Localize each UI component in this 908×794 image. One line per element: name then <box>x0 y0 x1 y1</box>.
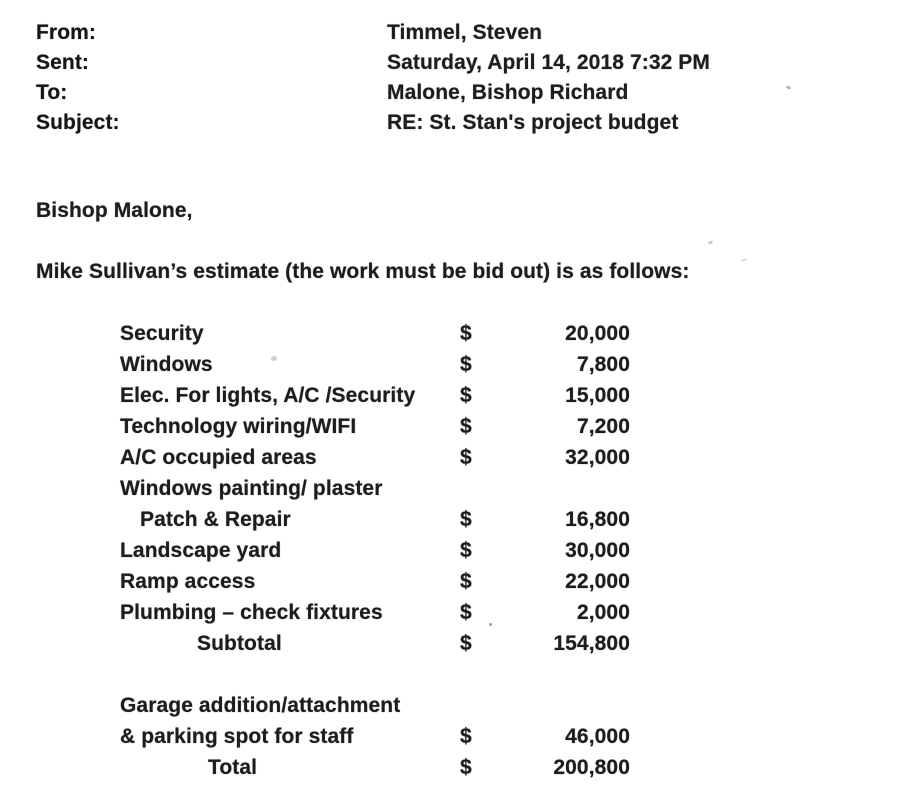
dollar-sign: $ <box>460 725 472 748</box>
item-label: A/C occupied areas <box>120 446 317 469</box>
estimate-table <box>120 318 632 783</box>
estimate-row-plumbing <box>120 597 632 628</box>
sent-label: Sent: <box>36 51 89 74</box>
header-field-to <box>36 78 710 108</box>
estimate-row-electrical <box>120 380 632 411</box>
dollar-sign: $ <box>460 601 472 624</box>
dollar-sign: $ <box>460 539 472 562</box>
amount-value: 46,000 <box>565 725 630 748</box>
total-label: Total <box>208 756 258 779</box>
scan-artifact <box>741 258 747 262</box>
amount-value: 20,000 <box>565 322 630 345</box>
dollar-sign: $ <box>460 570 472 593</box>
item-label: Ramp access <box>120 570 256 593</box>
to-label: To: <box>36 81 68 104</box>
dollar-sign: $ <box>460 756 472 779</box>
subtotal-amount: 154,800 <box>553 632 630 655</box>
amount-value: 30,000 <box>565 539 630 562</box>
item-label: Plumbing – check fixtures <box>120 601 383 624</box>
item-label: Technology wiring/WIFI <box>120 415 357 438</box>
dollar-sign: $ <box>460 322 472 345</box>
dollar-sign: $ <box>460 353 472 376</box>
amount-value <box>510 473 630 504</box>
sent-value: Saturday, April 14, 2018 7:32 PM <box>387 51 711 74</box>
dollar-sign: $ <box>460 415 472 438</box>
amount-value: 16,800 <box>565 508 630 531</box>
estimate-row-patch-repair <box>120 504 632 535</box>
dollar-sign <box>460 690 510 721</box>
amount-value <box>510 690 630 721</box>
item-label: Elec. For lights, A/C /Security <box>120 384 416 407</box>
estimate-row-ramp <box>120 566 632 597</box>
total-amount: 200,800 <box>553 756 630 779</box>
greeting-text: Bishop Malone, <box>36 199 193 222</box>
dollar-sign: $ <box>460 632 472 655</box>
subtotal-label: Subtotal <box>197 632 282 655</box>
estimate-row-subtotal <box>120 628 632 659</box>
item-label: Garage addition/attachment <box>120 694 401 717</box>
from-label: From: <box>36 21 96 44</box>
estimate-row-garage <box>120 690 632 721</box>
dollar-sign <box>460 473 510 504</box>
amount-value: 22,000 <box>565 570 630 593</box>
subject-label: Subject: <box>36 111 120 134</box>
amount-value: 2,000 <box>576 601 630 624</box>
estimate-row-windows <box>120 349 632 380</box>
item-label: Security <box>120 322 204 345</box>
email-header <box>36 18 710 138</box>
dollar-sign: $ <box>460 446 472 469</box>
estimate-row-windows-painting <box>120 473 632 504</box>
subject-value: RE: St. Stan's project budget <box>387 111 679 134</box>
dollar-sign: $ <box>460 384 472 407</box>
estimate-row-security <box>120 318 632 349</box>
dollar-sign: $ <box>460 508 472 531</box>
estimate-row-landscape <box>120 535 632 566</box>
header-field-sent <box>36 48 710 78</box>
item-label: Windows painting/ plaster <box>120 477 383 500</box>
estimate-row-total <box>120 752 632 783</box>
header-field-from <box>36 18 710 48</box>
item-label: & parking spot for staff <box>120 725 354 748</box>
amount-value: 15,000 <box>565 384 630 407</box>
estimate-row-ac-occupied <box>120 442 632 473</box>
intro-text: Mike Sullivan’s estimate (the work must be bid out) is as follows: <box>36 260 690 283</box>
item-label: Landscape yard <box>120 539 282 562</box>
amount-value: 32,000 <box>565 446 630 469</box>
estimate-row-parking <box>120 721 632 752</box>
scan-artifact <box>786 85 792 90</box>
estimate-row-technology <box>120 411 632 442</box>
amount-value: 7,200 <box>576 415 630 438</box>
item-label: Windows <box>120 353 213 376</box>
to-value: Malone, Bishop Richard <box>387 81 629 104</box>
amount-value: 7,800 <box>576 353 630 376</box>
item-label: Patch & Repair <box>140 508 291 531</box>
header-field-subject <box>36 108 710 138</box>
from-value: Timmel, Steven <box>387 21 543 44</box>
scan-artifact <box>708 240 714 245</box>
